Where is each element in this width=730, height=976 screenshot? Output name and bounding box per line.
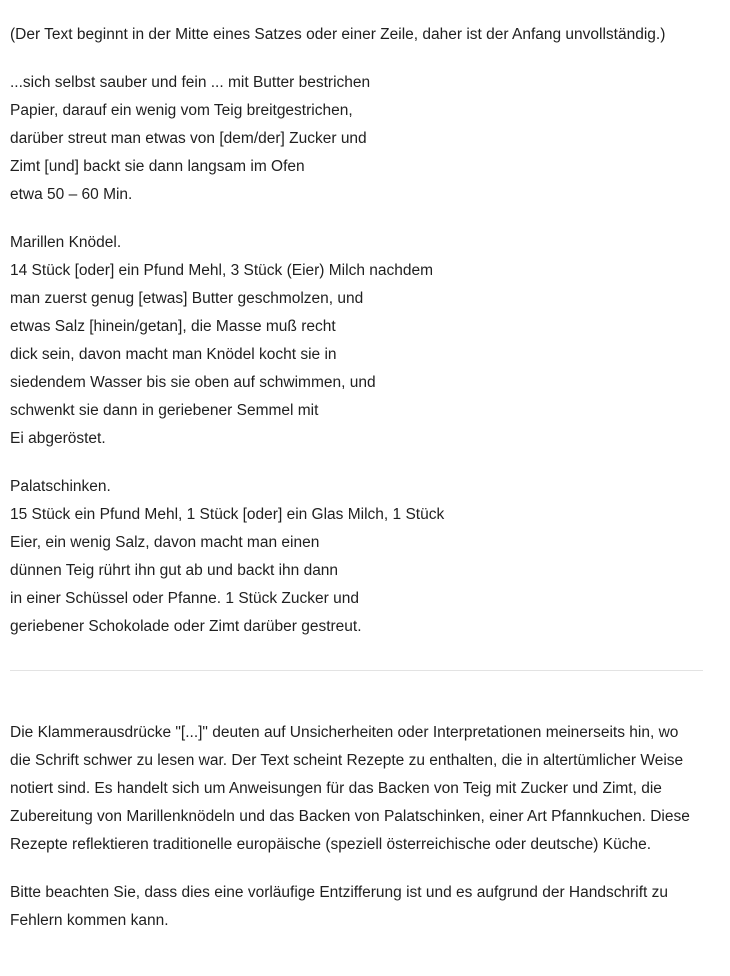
text-line: ...sich selbst sauber und fein ... mit Butter bestrichen — [10, 74, 371, 91]
text-line: in einer Schüssel oder Pfanne. 1 Stück Zucker und — [10, 590, 359, 607]
text-line: etwas Salz [hinein/getan], die Masse muß recht — [10, 318, 336, 335]
text-line: geriebener Schokolade oder Zimt darüber gestreut. — [10, 618, 362, 635]
section-fragment — [10, 69, 703, 209]
text-line: etwa 50 – 60 Min. — [10, 186, 133, 203]
text-line: Zimt [und] backt sie dann langsam im Ofen — [10, 158, 305, 175]
text-line: man zuerst genug [etwas] Butter geschmolzen, und — [10, 290, 364, 307]
section-palatschinken — [10, 473, 703, 641]
text-line: 15 Stück ein Pfund Mehl, 1 Stück [oder] ein Glas Milch, 1 Stück — [10, 506, 445, 523]
text-line: 14 Stück [oder] ein Pfund Mehl, 3 Stück (Eier) Milch nachdem — [10, 262, 434, 279]
section-marillen-knoedel — [10, 229, 703, 453]
recipe-title: Marillen Knödel. — [10, 234, 122, 251]
text-line: Papier, darauf ein wenig vom Teig breitgestrichen, — [10, 102, 353, 119]
text-line: dünnen Teig rührt ihn gut ab und backt ihn dann — [10, 562, 339, 579]
text-line: siedendem Wasser bis sie oben auf schwimmen, und — [10, 374, 376, 391]
intro-note: (Der Text beginnt in der Mitte eines Satzes oder einer Zeile, daher ist der Anfang unvollständig.) — [10, 26, 666, 43]
text-line: darüber streut man etwas von [dem/der] Zucker und — [10, 130, 367, 147]
notes-section — [10, 719, 703, 935]
text-line: dick sein, davon macht man Knödel kocht sie in — [10, 346, 337, 363]
text-line: Ei abgeröstet. — [10, 430, 106, 447]
text-line: Eier, ein wenig Salz, davon macht man einen — [10, 534, 320, 551]
section-divider — [10, 670, 703, 671]
note-paragraph: Die Klammerausdrücke "[...]" deuten auf Unsicherheiten oder Interpretationen meinerseits hin, wo die Schrift schwer zu lesen war. Der Text scheint Rezepte zu enthalten, die in altertümlicher Weise notiert sind. Es handelt sich um Anweisungen für das Backen von Teig mit Zucker und Zimt, die Zubereitung von Marillenknödeln und das Backen von Palatschinken, einer Art Pfannkuchen. Diese Rezepte reflektieren traditionelle europäische (speziell österreichische oder deutsche) Küche. — [10, 724, 690, 853]
text-line: schwenkt sie dann in geriebener Semmel mit — [10, 402, 319, 419]
note-paragraph: Bitte beachten Sie, dass dies eine vorläufige Entzifferung ist und es aufgrund der Handschrift zu Fehlern kommen kann. — [10, 884, 669, 929]
recipe-title: Palatschinken. — [10, 478, 111, 495]
